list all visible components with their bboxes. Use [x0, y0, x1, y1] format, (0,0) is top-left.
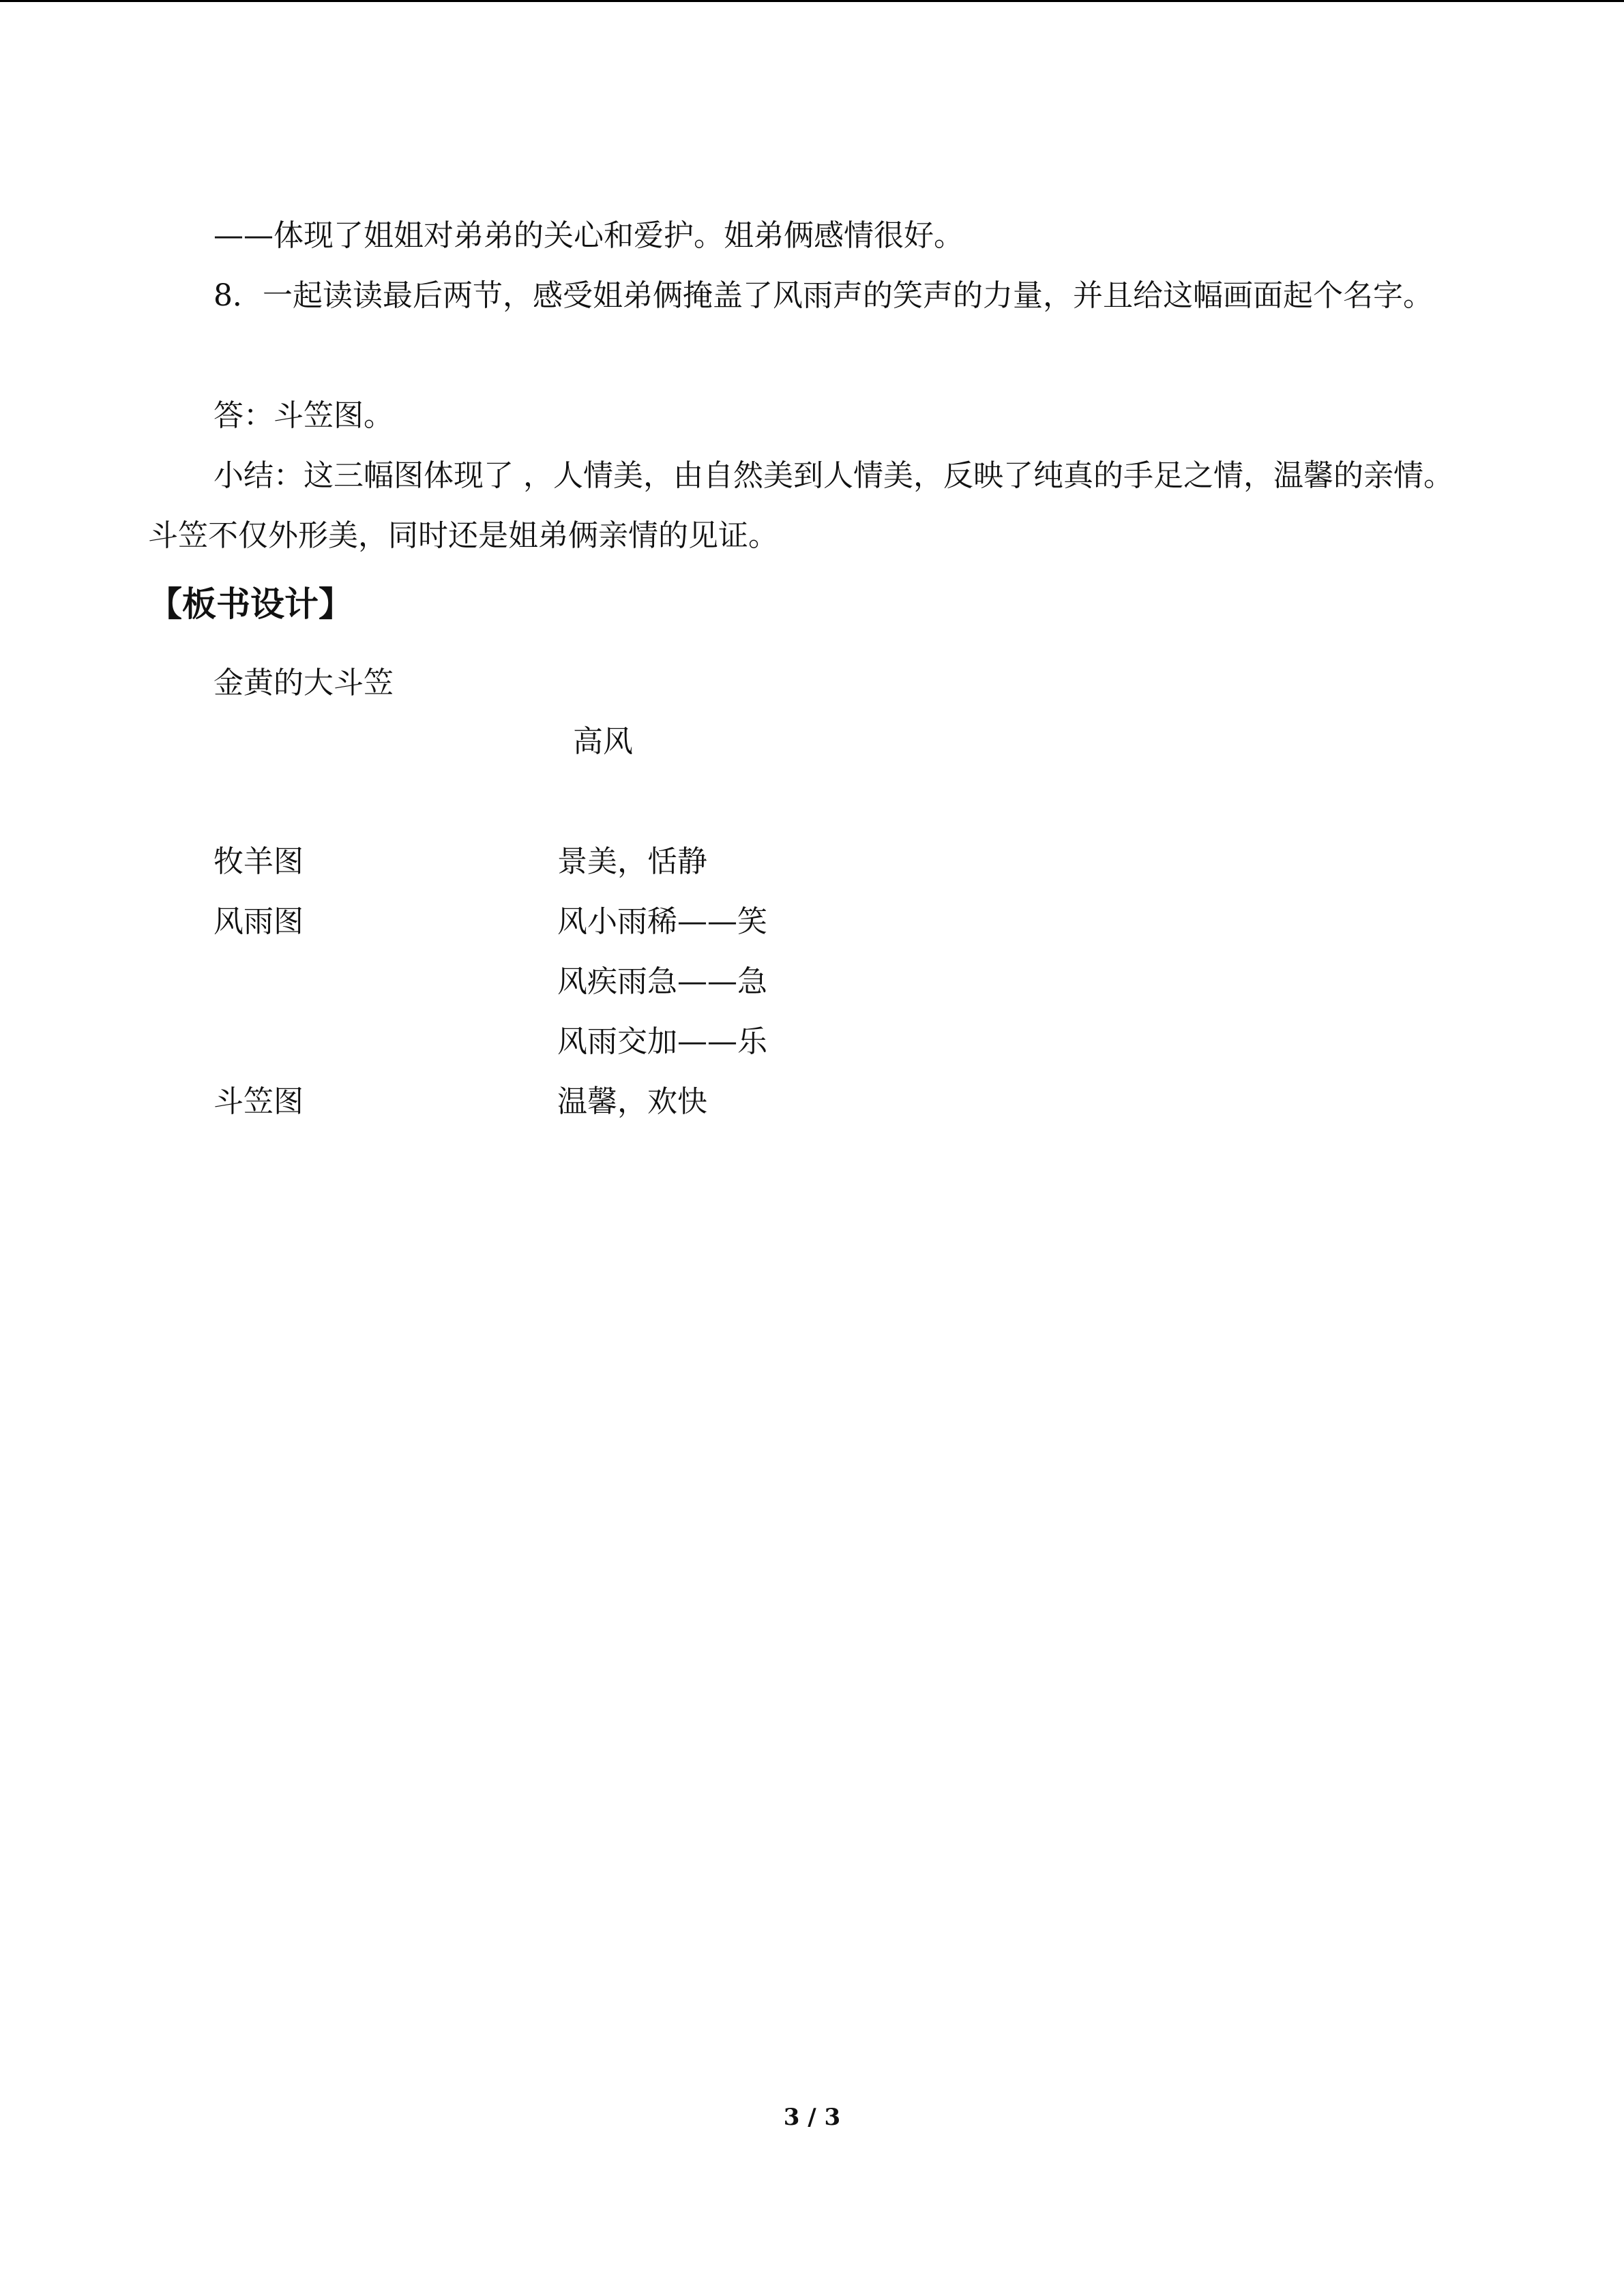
board-row-label: 风雨图	[213, 904, 304, 939]
board-row-detail: 风雨交加——乐	[557, 1024, 767, 1059]
paragraph-sister-care: ——体现了姐姐对弟弟的关心和爱护。姐弟俩感情很好。	[213, 218, 964, 253]
board-title: 金黄的大斗笠	[213, 666, 394, 700]
board-row-detail: 风疾雨急——急	[557, 964, 767, 999]
paragraph-summary: 小结：这三幅图体现了 ，人情美，由自然美到人情美，反映了纯真的手足之情，温馨的亲情。斗笠不仅外形美，同时还是姐弟俩亲情的见证。	[148, 458, 1453, 553]
board-row-detail: 风小雨稀——笑	[557, 904, 767, 939]
board-row-detail: 温馨，欢快	[557, 1084, 707, 1119]
paragraph-answer: 答：斗笠图。	[213, 398, 394, 433]
page-top-border	[0, 0, 1624, 2]
board-subtitle: 高风	[573, 724, 633, 759]
section-heading-board-design: 【板书设计】	[148, 584, 353, 624]
page-number: 3 / 3	[783, 2104, 841, 2131]
board-row-label: 斗笠图	[213, 1084, 304, 1119]
paragraph-question-8: 8．一起读读最后两节，感受姐弟俩掩盖了风雨声的笑声的力量，并且给这幅画面起个名字。	[213, 278, 1433, 313]
board-row-detail: 景美，恬静	[557, 844, 707, 879]
board-row-label: 牧羊图	[213, 844, 304, 879]
